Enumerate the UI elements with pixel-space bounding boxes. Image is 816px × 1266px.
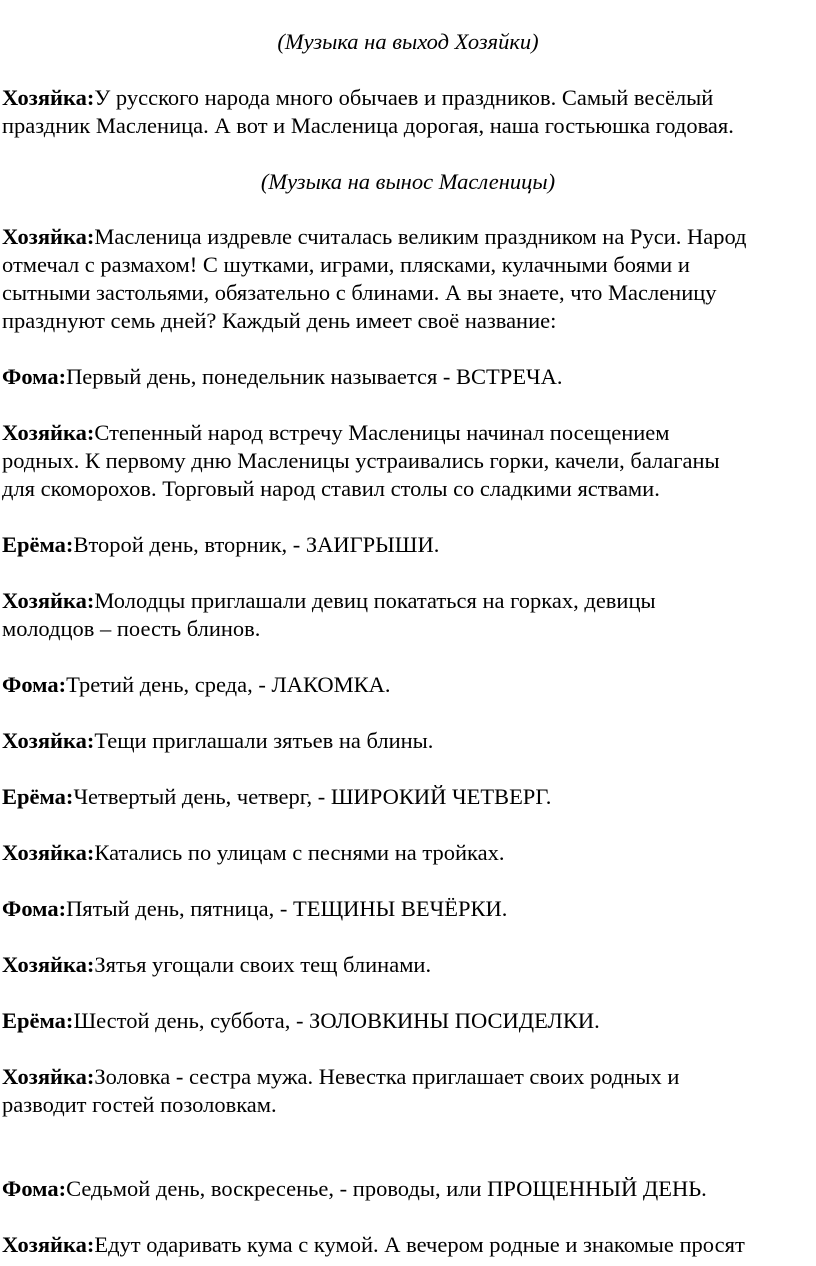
dialogue-text: Катались по улицам с песнями на тройках. xyxy=(94,840,505,865)
speaker-label: Хозяйка: xyxy=(2,952,95,977)
dialogue-line xyxy=(2,588,656,614)
stage-direction-maslenitsa: (Музыка на вынос Масленицы) xyxy=(260,169,556,194)
dialogue-text: Масленица издревле считалась великим праздником на Руси. Народ xyxy=(94,224,747,249)
dialogue-text: У русского народа много обычаев и праздников. Самый весёлый xyxy=(94,85,714,110)
dialogue-text-continued: разводит гостей позоловкам. xyxy=(2,1092,277,1117)
dialogue-text: Тещи приглашали зятьев на блины. xyxy=(94,728,434,753)
dialogue-text: Едут одаривать кума с кумой. А вечером родные и знакомые просят xyxy=(94,1232,745,1257)
dialogue-text: Пятый день, пятница, - ТЕЩИНЫ ВЕЧЁРКИ. xyxy=(66,896,508,921)
speaker-label: Хозяйка: xyxy=(2,1064,95,1089)
dialogue-text-continued: празднуют семь дней? Каждый день имеет своё название: xyxy=(2,308,557,333)
speaker-label: Фома: xyxy=(2,1176,67,1201)
dialogue-text-continued: отмечал с размахом! С шутками, играми, плясками, кулачными боями и xyxy=(2,252,690,277)
dialogue-text-continued: праздник Масленица. А вот и Масленица дорогая, наша гостьюшка годовая. xyxy=(2,113,734,138)
dialogue-text: Шестой день, суббота, - ЗОЛОВКИНЫ ПОСИДЕЛКИ. xyxy=(73,1008,600,1033)
dialogue-text: Молодцы приглашали девиц покататься на горках, девицы xyxy=(94,588,656,613)
dialogue-text: Второй день, вторник, - ЗАИГРЫШИ. xyxy=(73,532,440,557)
speaker-label: Фома: xyxy=(2,672,67,697)
dialogue-line xyxy=(2,728,433,754)
speaker-label: Хозяйка: xyxy=(2,588,95,613)
dialogue-text-continued: сытными застольями, обязательно с блинами. А вы знаете, что Масленицу xyxy=(2,280,717,305)
dialogue-text: Четвертый день, четверг, - ШИРОКИЙ ЧЕТВЕРГ. xyxy=(73,784,552,809)
dialogue-line xyxy=(2,1008,600,1034)
speaker-label: Ерёма: xyxy=(2,784,74,809)
dialogue-line xyxy=(2,532,439,558)
dialogue-line xyxy=(2,85,713,111)
dialogue-line xyxy=(2,1064,679,1090)
dialogue-line xyxy=(2,672,391,698)
dialogue-line xyxy=(2,840,504,866)
speaker-label: Хозяйка: xyxy=(2,840,95,865)
dialogue-line xyxy=(2,364,563,390)
dialogue-text: Золовка - сестра мужа. Невестка приглашает своих родных и xyxy=(94,1064,680,1089)
dialogue-line xyxy=(2,420,670,446)
speaker-label: Хозяйка: xyxy=(2,728,95,753)
speaker-label: Хозяйка: xyxy=(2,224,95,249)
speaker-label: Хозяйка: xyxy=(2,420,95,445)
dialogue-text-continued: молодцов – поесть блинов. xyxy=(2,616,261,641)
dialogue-line xyxy=(2,1232,745,1258)
speaker-label: Ерёма: xyxy=(2,1008,74,1033)
dialogue-line xyxy=(2,1176,707,1202)
dialogue-line xyxy=(2,784,551,810)
dialogue-text: Первый день, понедельник называется - ВСТРЕЧА. xyxy=(66,364,563,389)
speaker-label: Фома: xyxy=(2,364,67,389)
speaker-label: Фома: xyxy=(2,896,67,921)
speaker-label: Ерёма: xyxy=(2,532,74,557)
stage-direction-hostess-entrance: (Музыка на выход Хозяйки) xyxy=(277,29,539,54)
speaker-label: Хозяйка: xyxy=(2,1232,95,1257)
dialogue-line xyxy=(2,952,431,978)
dialogue-text: Седьмой день, воскресенье, - проводы, или ПРОЩЕННЫЙ ДЕНЬ. xyxy=(66,1176,707,1201)
dialogue-text: Степенный народ встречу Масленицы начинал посещением xyxy=(94,420,670,445)
speaker-label: Хозяйка: xyxy=(2,85,95,110)
dialogue-line xyxy=(2,896,507,922)
dialogue-text-continued: для скоморохов. Торговый народ ставил столы со сладкими яствами. xyxy=(2,476,660,501)
dialogue-text-continued: родных. К первому дню Масленицы устраивались горки, качели, балаганы xyxy=(2,448,720,473)
dialogue-text: Зятья угощали своих тещ блинами. xyxy=(94,952,432,977)
dialogue-line xyxy=(2,224,747,250)
dialogue-text: Третий день, среда, - ЛАКОМКА. xyxy=(66,672,391,697)
